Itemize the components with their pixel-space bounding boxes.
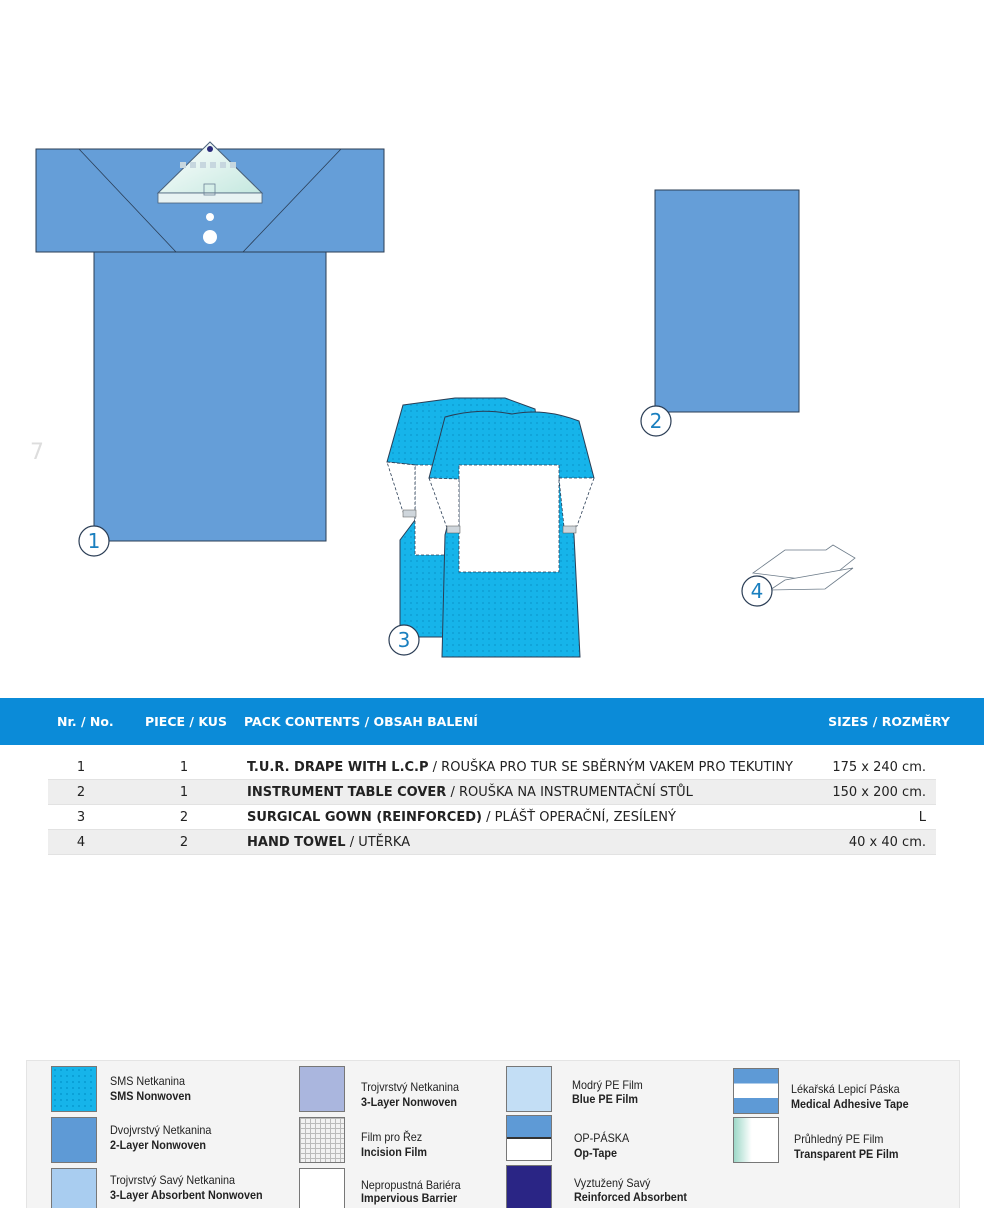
legend-en: SMS Nonwoven bbox=[110, 1089, 192, 1103]
row-nr: 4 bbox=[76, 835, 86, 850]
row-desc: / ROUŠKA NA INSTRUMENTAČNÍ STŮL bbox=[446, 785, 693, 800]
header-nr: Nr. / No. bbox=[57, 714, 114, 729]
row-contents bbox=[247, 785, 693, 800]
legend-label-3-layer-absorbent bbox=[110, 1173, 263, 1203]
legend-cz: Film pro Řez bbox=[361, 1130, 423, 1144]
legend-label-3-layer bbox=[361, 1080, 459, 1110]
material-legend bbox=[26, 1060, 960, 1208]
legend-en: Impervious Barrier bbox=[361, 1191, 458, 1205]
row-size: 175 x 240 cm. bbox=[832, 760, 926, 775]
legend-en: 3-Layer Nonwoven bbox=[361, 1095, 458, 1109]
legend-swatch-blue-pe-film bbox=[506, 1066, 552, 1112]
row-nr: 1 bbox=[76, 760, 86, 775]
legend-en: Op-Tape bbox=[574, 1146, 618, 1160]
legend-swatch-op-tape bbox=[506, 1115, 552, 1161]
row-piece: 1 bbox=[179, 785, 189, 800]
legend-cz: Dvojvrstvý Netkanina bbox=[110, 1123, 212, 1137]
legend-label-transparent-pe-film bbox=[794, 1132, 898, 1162]
legend-label-impervious-barrier bbox=[361, 1179, 461, 1205]
legend-cz: Trojvrstvý Netkanina bbox=[361, 1080, 460, 1094]
contents-table bbox=[48, 755, 936, 855]
legend-cz: SMS Netkanina bbox=[110, 1074, 186, 1088]
table-row bbox=[48, 755, 936, 780]
legend-cz: Lékařská Lepicí Páska bbox=[791, 1082, 900, 1096]
row-name: SURGICAL GOWN (REINFORCED) bbox=[247, 810, 482, 825]
legend-cz: Modrý PE Film bbox=[572, 1078, 643, 1092]
legend-swatch-sms bbox=[51, 1066, 97, 1112]
legend-cz: Průhledný PE Film bbox=[794, 1132, 884, 1146]
legend-label-2-layer bbox=[110, 1123, 211, 1153]
legend-en: Reinforced Absorbent bbox=[574, 1190, 688, 1204]
table-row bbox=[48, 805, 936, 830]
legend-swatch-3-layer bbox=[299, 1066, 345, 1112]
legend-swatch-2-layer bbox=[51, 1117, 97, 1163]
contents-table-header bbox=[0, 698, 984, 745]
legend-cz: OP-PÁSKA bbox=[574, 1131, 630, 1145]
legend-swatch-transparent-pe-film bbox=[733, 1117, 779, 1163]
row-piece: 2 bbox=[179, 810, 189, 825]
svg-text:1: 1 bbox=[87, 529, 101, 553]
row-desc: / UTĚRKA bbox=[345, 835, 411, 850]
item-marker-3 bbox=[389, 625, 419, 655]
legend-en: 3-Layer Absorbent Nonwoven bbox=[110, 1188, 263, 1202]
legend-swatch-incision-film bbox=[299, 1117, 345, 1163]
surgical-gown-front-illustration bbox=[429, 411, 594, 657]
item-marker-4 bbox=[742, 576, 772, 606]
legend-swatch-medical-adhesive-tape bbox=[733, 1068, 779, 1114]
legend-cz: Vyztužený Savý bbox=[574, 1176, 651, 1190]
legend-label-op-tape bbox=[574, 1131, 629, 1161]
row-piece: 1 bbox=[179, 760, 189, 775]
side-mark: 7 bbox=[30, 440, 44, 465]
table-row bbox=[48, 780, 936, 805]
header-piece: PIECE / KUS bbox=[145, 714, 227, 729]
legend-en: Medical Adhesive Tape bbox=[791, 1097, 909, 1111]
legend-cz: Nepropustná Bariéra bbox=[361, 1178, 461, 1192]
svg-text:3: 3 bbox=[397, 628, 411, 652]
table-cover-illustration bbox=[655, 190, 799, 412]
legend-label-medical-adhesive-tape bbox=[791, 1082, 909, 1112]
legend-label-sms bbox=[110, 1074, 191, 1104]
table-row bbox=[48, 830, 936, 855]
row-piece: 2 bbox=[179, 835, 189, 850]
row-size: 150 x 200 cm. bbox=[832, 785, 926, 800]
legend-cz: Trojvrstvý Savý Netkanina bbox=[110, 1173, 236, 1187]
row-size: 40 x 40 cm. bbox=[848, 835, 926, 850]
row-nr: 2 bbox=[76, 785, 86, 800]
legend-en: 2-Layer Nonwoven bbox=[110, 1138, 207, 1152]
row-name: T.U.R. DRAPE WITH L.C.P bbox=[247, 760, 429, 775]
row-contents bbox=[247, 835, 410, 850]
row-contents bbox=[247, 810, 676, 825]
header-sizes: SIZES / ROZMĚRY bbox=[828, 714, 950, 729]
row-name: HAND TOWEL bbox=[247, 835, 346, 850]
legend-en: Transparent PE Film bbox=[794, 1147, 899, 1161]
svg-text:2: 2 bbox=[649, 409, 663, 433]
legend-label-incision-film bbox=[361, 1130, 427, 1160]
row-contents bbox=[247, 760, 793, 775]
header-contents: PACK CONTENTS / OBSAH BALENÍ bbox=[244, 714, 478, 729]
row-name: INSTRUMENT TABLE COVER bbox=[247, 785, 447, 800]
legend-en: Blue PE Film bbox=[572, 1092, 639, 1106]
row-size: L bbox=[918, 810, 926, 825]
item-marker-2 bbox=[641, 406, 671, 436]
legend-swatch-impervious-barrier bbox=[299, 1168, 345, 1208]
legend-swatch-3-layer-absorbent bbox=[51, 1168, 97, 1208]
row-desc: / PLÁŠŤ OPERAČNÍ, ZESÍLENÝ bbox=[481, 810, 676, 825]
item-marker-1 bbox=[79, 526, 109, 556]
legend-en: Incision Film bbox=[361, 1145, 428, 1159]
row-desc: / ROUŠKA PRO TUR SE SBĚRNÝM VAKEM PRO TEKUTINY bbox=[428, 760, 793, 775]
legend-swatch-reinforced-absorbent bbox=[506, 1165, 552, 1208]
legend-label-reinforced-absorbent bbox=[574, 1176, 687, 1204]
svg-text:4: 4 bbox=[750, 579, 764, 603]
tur-drape-illustration bbox=[36, 142, 384, 541]
legend-label-blue-pe-film bbox=[572, 1078, 643, 1106]
row-nr: 3 bbox=[76, 810, 86, 825]
